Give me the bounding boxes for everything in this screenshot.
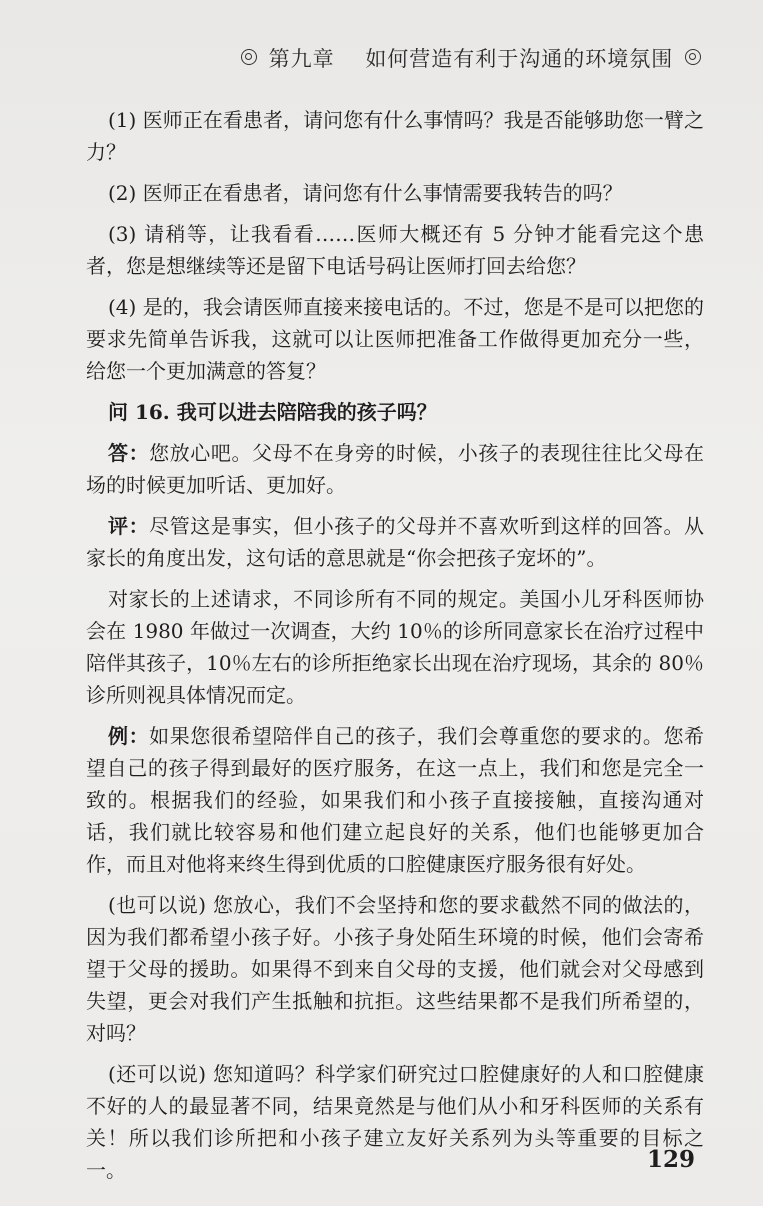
answer-text: 您放心吧。父母不在身旁的时候，小孩子的表现往往比父母在场的时候更加听话、更加好。 <box>86 441 705 497</box>
running-header <box>237 43 705 73</box>
response-option-4: (4) 是的，我会请医师直接来接电话的。不过，您是不是可以把您的要求先简单告诉我，这就可以让医师把准备工作做得更加充分一些，给您一个更加满意的答复？ <box>86 295 704 383</box>
comment-paragraph <box>86 510 704 574</box>
chapter-title: 如何营造有利于沟通的环境氛围 <box>365 47 674 71</box>
alternative-paragraph-1: (也可以说) 您放心，我们不会坚持和您的要求截然不同的做法的，因为我们都希望小孩子好。小孩子身处陌生环境的时候，他们会寄希望于父母的援助。如果得不到来自父母的支援，他们就会对父母感到失望，更会对我们产生抵触和抗拒。这些结果都不是我们所希望的，对吗？ <box>86 893 704 1045</box>
question-heading: 问 16. 我可以进去陪陪我的孩子吗？ <box>108 400 437 424</box>
answer-paragraph <box>86 437 704 501</box>
chapter-label: 第九章 <box>268 47 335 71</box>
response-option-1: (1) 医师正在看患者，请问您有什么事情吗？我是否能够助您一臂之力？ <box>86 108 704 164</box>
example-text: 如果您很希望陪伴自己的孩子，我们会尊重您的要求的。您希望自己的孩子得到最好的医疗服务，在这一点上，我们和您是完全一致的。根据我们的经验，如果我们和小孩子直接接触，直接沟通对话，我们就比较容易和他们建立起良好的关系，他们也能够更加合作，而且对他将来终生得到优质的口腔健康医疗服务很有好处。 <box>86 724 705 876</box>
comment-lead: 评： <box>108 514 150 538</box>
response-option-3: (3) 请稍等，让我看看……医师大概还有 5 分钟才能看完这个患者，您是想继续等还是留下电话号码让医师打回去给您？ <box>86 222 704 278</box>
example-lead: 例： <box>108 724 150 748</box>
circle-ornament-icon <box>685 49 701 65</box>
circle-ornament-icon <box>241 49 257 65</box>
comment-text: 尽管这是事实，但小孩子的父母并不喜欢听到这样的回答。从家长的角度出发，这句话的意思就是“你会把孩子宠坏的”。 <box>86 514 705 570</box>
alternative-paragraph-2: (还可以说) 您知道吗？科学家们研究过口腔健康好的人和口腔健康不好的人的最显著不同，结果竟然是与他们从小和牙科医师的关系有关！所以我们诊所把和小孩子建立友好关系列为头等重要的目标之一。 <box>86 1062 704 1182</box>
survey-paragraph: 对家长的上述请求，不同诊所有不同的规定。美国小儿牙科医师协会在 1980 年做过一次调查，大约 10％的诊所同意家长在治疗过程中陪伴其孩子，10％左右的诊所拒绝家长出现在治疗现场，其余的 80％诊所则视具体情况而定。 <box>86 587 704 707</box>
body-text <box>86 104 704 1195</box>
answer-lead: 答： <box>108 441 150 465</box>
example-paragraph <box>86 720 704 880</box>
response-option-2: (2) 医师正在看患者，请问您有什么事情需要我转告的吗？ <box>108 181 623 205</box>
page-number: 129 <box>646 1146 695 1173</box>
